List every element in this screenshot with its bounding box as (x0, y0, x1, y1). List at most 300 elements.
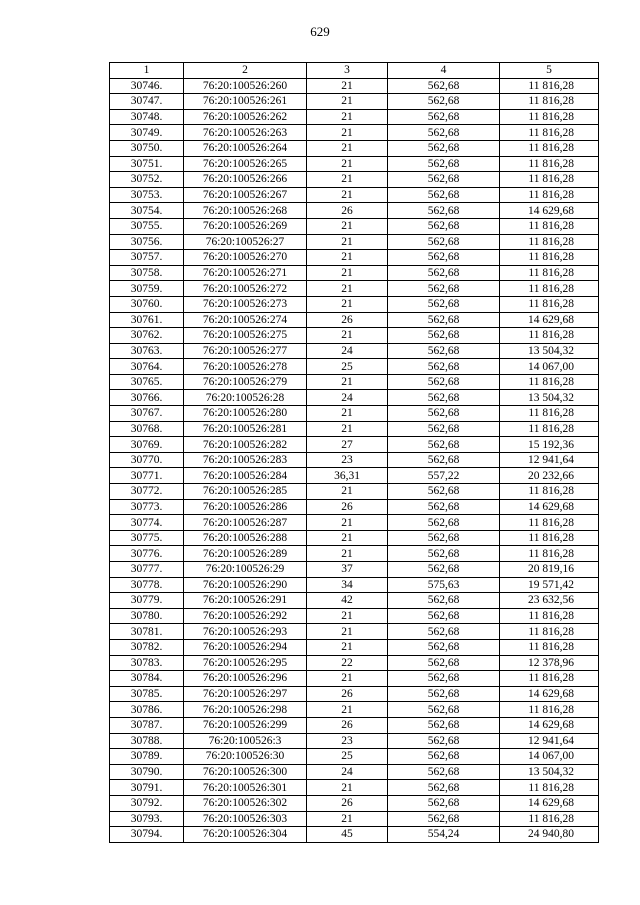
column-3-cell: 25 (307, 749, 388, 765)
table-row (110, 577, 599, 593)
row-number-cell: 30763. (110, 343, 184, 359)
cadastral-number-cell: 76:20:100526:303 (184, 811, 307, 827)
column-4-cell: 562,68 (388, 312, 500, 328)
cadastral-number-cell: 76:20:100526:280 (184, 406, 307, 422)
column-4-cell: 562,68 (388, 125, 500, 141)
column-4-cell: 562,68 (388, 593, 500, 609)
column-5-cell: 14 067,00 (500, 359, 599, 375)
cadastral-number-cell: 76:20:100526:265 (184, 156, 307, 172)
column-5-cell: 20 819,16 (500, 562, 599, 578)
row-number-cell: 30758. (110, 265, 184, 281)
cadastral-number-cell: 76:20:100526:30 (184, 749, 307, 765)
row-number-cell: 30756. (110, 234, 184, 250)
column-5-cell: 11 816,28 (500, 546, 599, 562)
column-4-cell: 562,68 (388, 156, 500, 172)
cadastral-number-cell: 76:20:100526:285 (184, 484, 307, 500)
column-3-cell: 21 (307, 250, 388, 266)
column-4-cell: 562,68 (388, 437, 500, 453)
column-4-cell: 554,24 (388, 827, 500, 843)
column-3-cell: 27 (307, 437, 388, 453)
table-row (110, 452, 599, 468)
column-3-cell: 21 (307, 187, 388, 203)
table-row (110, 827, 599, 843)
column-3-cell: 21 (307, 265, 388, 281)
column-5-cell: 11 816,28 (500, 811, 599, 827)
cadastral-number-cell: 76:20:100526:28 (184, 390, 307, 406)
row-number-cell: 30777. (110, 562, 184, 578)
table-row (110, 140, 599, 156)
column-3-cell: 42 (307, 593, 388, 609)
table-row (110, 780, 599, 796)
table-row (110, 468, 599, 484)
column-3-cell: 36,31 (307, 468, 388, 484)
column-5-cell: 11 816,28 (500, 172, 599, 188)
column-3-cell: 21 (307, 421, 388, 437)
table-row (110, 717, 599, 733)
header-row (110, 63, 599, 79)
column-3-cell: 21 (307, 218, 388, 234)
table-row (110, 515, 599, 531)
column-4-cell: 562,68 (388, 499, 500, 515)
column-3-cell: 21 (307, 94, 388, 110)
column-4-cell: 562,68 (388, 94, 500, 110)
column-header-1: 1 (110, 63, 184, 79)
column-5-cell: 11 816,28 (500, 780, 599, 796)
column-5-cell: 11 816,28 (500, 671, 599, 687)
row-number-cell: 30778. (110, 577, 184, 593)
row-number-cell: 30755. (110, 218, 184, 234)
column-5-cell: 11 816,28 (500, 296, 599, 312)
row-number-cell: 30794. (110, 827, 184, 843)
column-4-cell: 562,68 (388, 624, 500, 640)
column-4-cell: 562,68 (388, 562, 500, 578)
row-number-cell: 30766. (110, 390, 184, 406)
column-3-cell: 26 (307, 717, 388, 733)
table-row (110, 484, 599, 500)
cadastral-number-cell: 76:20:100526:266 (184, 172, 307, 188)
cadastral-number-cell: 76:20:100526:264 (184, 140, 307, 156)
cadastral-number-cell: 76:20:100526:262 (184, 109, 307, 125)
column-5-cell: 12 378,96 (500, 655, 599, 671)
column-5-cell: 14 629,68 (500, 203, 599, 219)
column-5-cell: 15 192,36 (500, 437, 599, 453)
column-5-cell: 14 629,68 (500, 717, 599, 733)
column-3-cell: 21 (307, 140, 388, 156)
row-number-cell: 30749. (110, 125, 184, 141)
column-4-cell: 562,68 (388, 218, 500, 234)
cadastral-number-cell: 76:20:100526:261 (184, 94, 307, 110)
row-number-cell: 30760. (110, 296, 184, 312)
table-row (110, 671, 599, 687)
column-5-cell: 19 571,42 (500, 577, 599, 593)
column-3-cell: 21 (307, 484, 388, 500)
table-row (110, 359, 599, 375)
table-row (110, 795, 599, 811)
column-5-cell: 14 629,68 (500, 686, 599, 702)
column-3-cell: 26 (307, 795, 388, 811)
row-number-cell: 30779. (110, 593, 184, 609)
column-5-cell: 13 504,32 (500, 764, 599, 780)
table-row (110, 749, 599, 765)
row-number-cell: 30771. (110, 468, 184, 484)
page-number: 629 (310, 24, 330, 39)
cadastral-number-cell: 76:20:100526:290 (184, 577, 307, 593)
row-number-cell: 30772. (110, 484, 184, 500)
cadastral-number-cell: 76:20:100526:270 (184, 250, 307, 266)
cadastral-number-cell: 76:20:100526:277 (184, 343, 307, 359)
table-row (110, 109, 599, 125)
row-number-cell: 30793. (110, 811, 184, 827)
column-3-cell: 24 (307, 764, 388, 780)
column-4-cell: 562,68 (388, 390, 500, 406)
row-number-cell: 30757. (110, 250, 184, 266)
column-4-cell: 562,68 (388, 359, 500, 375)
cadastral-number-cell: 76:20:100526:271 (184, 265, 307, 281)
row-number-cell: 30767. (110, 406, 184, 422)
cadastral-number-cell: 76:20:100526:291 (184, 593, 307, 609)
row-number-cell: 30753. (110, 187, 184, 203)
column-5-cell: 11 816,28 (500, 265, 599, 281)
table-row (110, 250, 599, 266)
column-3-cell: 26 (307, 312, 388, 328)
column-4-cell: 557,22 (388, 468, 500, 484)
column-4-cell: 562,68 (388, 281, 500, 297)
cadastral-number-cell: 76:20:100526:284 (184, 468, 307, 484)
column-4-cell: 562,68 (388, 686, 500, 702)
column-4-cell: 562,68 (388, 109, 500, 125)
cadastral-number-cell: 76:20:100526:279 (184, 374, 307, 390)
column-3-cell: 26 (307, 203, 388, 219)
column-header-3: 3 (307, 63, 388, 79)
column-5-cell: 11 816,28 (500, 421, 599, 437)
cadastral-number-cell: 76:20:100526:273 (184, 296, 307, 312)
table-row (110, 546, 599, 562)
table-row (110, 406, 599, 422)
table-row (110, 686, 599, 702)
column-4-cell: 562,68 (388, 749, 500, 765)
cadastral-number-cell: 76:20:100526:283 (184, 452, 307, 468)
row-number-cell: 30786. (110, 702, 184, 718)
column-5-cell: 14 629,68 (500, 312, 599, 328)
column-4-cell: 562,68 (388, 265, 500, 281)
column-5-cell: 11 816,28 (500, 515, 599, 531)
row-number-cell: 30752. (110, 172, 184, 188)
cadastral-number-cell: 76:20:100526:289 (184, 546, 307, 562)
table-row (110, 78, 599, 94)
table-row (110, 172, 599, 188)
table-row (110, 733, 599, 749)
column-3-cell: 21 (307, 328, 388, 344)
column-5-cell: 11 816,28 (500, 374, 599, 390)
column-5-cell: 11 816,28 (500, 140, 599, 156)
column-3-cell: 21 (307, 671, 388, 687)
column-4-cell: 562,68 (388, 484, 500, 500)
row-number-cell: 30780. (110, 608, 184, 624)
column-4-cell: 562,68 (388, 374, 500, 390)
table-row (110, 390, 599, 406)
column-4-cell: 575,63 (388, 577, 500, 593)
column-3-cell: 26 (307, 686, 388, 702)
column-3-cell: 21 (307, 702, 388, 718)
cadastral-number-cell: 76:20:100526:299 (184, 717, 307, 733)
column-5-cell: 11 816,28 (500, 125, 599, 141)
column-5-cell: 14 067,00 (500, 749, 599, 765)
column-3-cell: 21 (307, 296, 388, 312)
column-header-5: 5 (500, 63, 599, 79)
cadastral-number-cell: 76:20:100526:275 (184, 328, 307, 344)
table-row (110, 296, 599, 312)
cadastral-number-cell: 76:20:100526:278 (184, 359, 307, 375)
row-number-cell: 30770. (110, 452, 184, 468)
column-4-cell: 562,68 (388, 546, 500, 562)
cadastral-number-cell: 76:20:100526:293 (184, 624, 307, 640)
row-number-cell: 30751. (110, 156, 184, 172)
column-3-cell: 26 (307, 499, 388, 515)
cadastral-number-cell: 76:20:100526:268 (184, 203, 307, 219)
cadastral-number-cell: 76:20:100526:286 (184, 499, 307, 515)
column-3-cell: 21 (307, 234, 388, 250)
column-4-cell: 562,68 (388, 452, 500, 468)
cadastral-number-cell: 76:20:100526:292 (184, 608, 307, 624)
column-5-cell: 11 816,28 (500, 281, 599, 297)
column-3-cell: 21 (307, 125, 388, 141)
cadastral-number-cell: 76:20:100526:267 (184, 187, 307, 203)
column-3-cell: 21 (307, 624, 388, 640)
row-number-cell: 30761. (110, 312, 184, 328)
column-3-cell: 37 (307, 562, 388, 578)
cadastral-number-cell: 76:20:100526:297 (184, 686, 307, 702)
column-5-cell: 11 816,28 (500, 484, 599, 500)
table-row (110, 328, 599, 344)
row-number-cell: 30790. (110, 764, 184, 780)
row-number-cell: 30748. (110, 109, 184, 125)
column-4-cell: 562,68 (388, 780, 500, 796)
column-3-cell: 23 (307, 733, 388, 749)
column-3-cell: 21 (307, 780, 388, 796)
column-5-cell: 11 816,28 (500, 218, 599, 234)
cadastral-number-cell: 76:20:100526:3 (184, 733, 307, 749)
table-row (110, 499, 599, 515)
row-number-cell: 30784. (110, 671, 184, 687)
table-row (110, 639, 599, 655)
table-row (110, 218, 599, 234)
row-number-cell: 30747. (110, 94, 184, 110)
table-row (110, 608, 599, 624)
column-4-cell: 562,68 (388, 172, 500, 188)
column-3-cell: 45 (307, 827, 388, 843)
table-row (110, 764, 599, 780)
column-3-cell: 21 (307, 530, 388, 546)
table-row (110, 811, 599, 827)
row-number-cell: 30762. (110, 328, 184, 344)
column-5-cell: 11 816,28 (500, 187, 599, 203)
row-number-cell: 30776. (110, 546, 184, 562)
row-number-cell: 30785. (110, 686, 184, 702)
column-4-cell: 562,68 (388, 639, 500, 655)
column-5-cell: 11 816,28 (500, 250, 599, 266)
column-3-cell: 24 (307, 343, 388, 359)
row-number-cell: 30764. (110, 359, 184, 375)
cadastral-number-cell: 76:20:100526:288 (184, 530, 307, 546)
cadastral-number-cell: 76:20:100526:29 (184, 562, 307, 578)
column-5-cell: 11 816,28 (500, 624, 599, 640)
column-5-cell: 11 816,28 (500, 234, 599, 250)
cadastral-number-cell: 76:20:100526:296 (184, 671, 307, 687)
table-row (110, 203, 599, 219)
column-5-cell: 11 816,28 (500, 328, 599, 344)
table-row (110, 234, 599, 250)
column-4-cell: 562,68 (388, 296, 500, 312)
column-5-cell: 11 816,28 (500, 78, 599, 94)
column-4-cell: 562,68 (388, 530, 500, 546)
column-5-cell: 11 816,28 (500, 608, 599, 624)
row-number-cell: 30765. (110, 374, 184, 390)
row-number-cell: 30792. (110, 795, 184, 811)
column-3-cell: 21 (307, 515, 388, 531)
table-row (110, 562, 599, 578)
table-row (110, 265, 599, 281)
row-number-cell: 30750. (110, 140, 184, 156)
column-4-cell: 562,68 (388, 717, 500, 733)
table-row (110, 437, 599, 453)
table-row (110, 281, 599, 297)
table-header (110, 63, 599, 79)
column-4-cell: 562,68 (388, 78, 500, 94)
column-3-cell: 22 (307, 655, 388, 671)
row-number-cell: 30754. (110, 203, 184, 219)
table-row (110, 624, 599, 640)
column-header-2: 2 (184, 63, 307, 79)
column-5-cell: 20 232,66 (500, 468, 599, 484)
cadastral-number-cell: 76:20:100526:295 (184, 655, 307, 671)
column-3-cell: 21 (307, 109, 388, 125)
column-5-cell: 14 629,68 (500, 499, 599, 515)
table-row (110, 593, 599, 609)
column-5-cell: 14 629,68 (500, 795, 599, 811)
column-5-cell: 11 816,28 (500, 702, 599, 718)
column-5-cell: 11 816,28 (500, 639, 599, 655)
row-number-cell: 30789. (110, 749, 184, 765)
column-3-cell: 21 (307, 172, 388, 188)
column-4-cell: 562,68 (388, 421, 500, 437)
column-4-cell: 562,68 (388, 733, 500, 749)
column-3-cell: 21 (307, 608, 388, 624)
table-body (110, 78, 599, 842)
column-4-cell: 562,68 (388, 140, 500, 156)
column-3-cell: 21 (307, 546, 388, 562)
row-number-cell: 30769. (110, 437, 184, 453)
column-3-cell: 21 (307, 639, 388, 655)
cadastral-number-cell: 76:20:100526:302 (184, 795, 307, 811)
column-4-cell: 562,68 (388, 795, 500, 811)
row-number-cell: 30782. (110, 639, 184, 655)
table-row (110, 343, 599, 359)
column-3-cell: 25 (307, 359, 388, 375)
data-table (109, 62, 599, 843)
column-5-cell: 11 816,28 (500, 406, 599, 422)
column-5-cell: 13 504,32 (500, 390, 599, 406)
column-5-cell: 11 816,28 (500, 530, 599, 546)
column-3-cell: 21 (307, 374, 388, 390)
column-4-cell: 562,68 (388, 608, 500, 624)
column-4-cell: 562,68 (388, 406, 500, 422)
column-5-cell: 24 940,80 (500, 827, 599, 843)
column-4-cell: 562,68 (388, 328, 500, 344)
column-3-cell: 21 (307, 406, 388, 422)
cadastral-number-cell: 76:20:100526:282 (184, 437, 307, 453)
column-4-cell: 562,68 (388, 671, 500, 687)
column-4-cell: 562,68 (388, 187, 500, 203)
column-3-cell: 24 (307, 390, 388, 406)
column-5-cell: 11 816,28 (500, 109, 599, 125)
column-5-cell: 23 632,56 (500, 593, 599, 609)
cadastral-number-cell: 76:20:100526:272 (184, 281, 307, 297)
row-number-cell: 30774. (110, 515, 184, 531)
cadastral-number-cell: 76:20:100526:263 (184, 125, 307, 141)
column-5-cell: 11 816,28 (500, 156, 599, 172)
row-number-cell: 30787. (110, 717, 184, 733)
table-row (110, 655, 599, 671)
column-4-cell: 562,68 (388, 203, 500, 219)
cadastral-number-cell: 76:20:100526:301 (184, 780, 307, 796)
column-3-cell: 21 (307, 156, 388, 172)
column-4-cell: 562,68 (388, 702, 500, 718)
row-number-cell: 30791. (110, 780, 184, 796)
row-number-cell: 30773. (110, 499, 184, 515)
cadastral-number-cell: 76:20:100526:281 (184, 421, 307, 437)
column-header-4: 4 (388, 63, 500, 79)
column-4-cell: 562,68 (388, 811, 500, 827)
row-number-cell: 30759. (110, 281, 184, 297)
column-5-cell: 13 504,32 (500, 343, 599, 359)
column-4-cell: 562,68 (388, 515, 500, 531)
cadastral-number-cell: 76:20:100526:300 (184, 764, 307, 780)
row-number-cell: 30768. (110, 421, 184, 437)
row-number-cell: 30775. (110, 530, 184, 546)
table-row (110, 421, 599, 437)
cadastral-number-cell: 76:20:100526:298 (184, 702, 307, 718)
table-row (110, 187, 599, 203)
row-number-cell: 30788. (110, 733, 184, 749)
table-row (110, 312, 599, 328)
column-5-cell: 11 816,28 (500, 94, 599, 110)
row-number-cell: 30746. (110, 78, 184, 94)
cadastral-number-cell: 76:20:100526:260 (184, 78, 307, 94)
table-row (110, 374, 599, 390)
column-3-cell: 21 (307, 78, 388, 94)
column-4-cell: 562,68 (388, 250, 500, 266)
table-row (110, 125, 599, 141)
column-5-cell: 12 941,64 (500, 452, 599, 468)
cadastral-number-cell: 76:20:100526:304 (184, 827, 307, 843)
table-row (110, 94, 599, 110)
table-row (110, 530, 599, 546)
column-4-cell: 562,68 (388, 655, 500, 671)
cadastral-number-cell: 76:20:100526:294 (184, 639, 307, 655)
column-3-cell: 21 (307, 811, 388, 827)
column-3-cell: 34 (307, 577, 388, 593)
cadastral-number-cell: 76:20:100526:287 (184, 515, 307, 531)
row-number-cell: 30783. (110, 655, 184, 671)
column-5-cell: 12 941,64 (500, 733, 599, 749)
cadastral-number-cell: 76:20:100526:27 (184, 234, 307, 250)
table-row (110, 156, 599, 172)
column-4-cell: 562,68 (388, 764, 500, 780)
column-4-cell: 562,68 (388, 343, 500, 359)
cadastral-number-cell: 76:20:100526:274 (184, 312, 307, 328)
cadastral-number-cell: 76:20:100526:269 (184, 218, 307, 234)
column-4-cell: 562,68 (388, 234, 500, 250)
